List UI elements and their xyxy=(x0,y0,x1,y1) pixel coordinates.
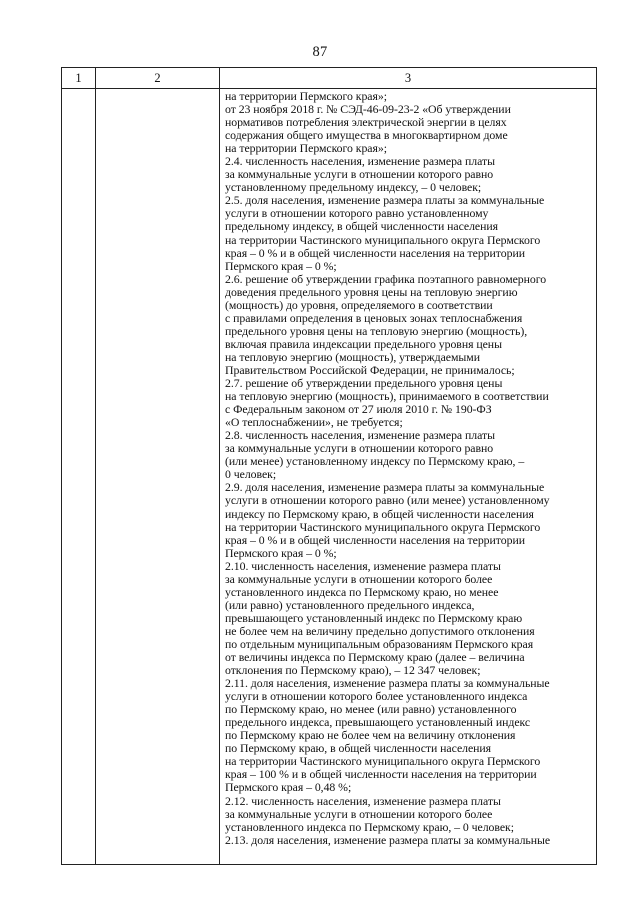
text-line: (мощность) до уровня, определяемого в соответствии xyxy=(225,298,493,312)
text-line: 2.10. численность населения, изменение размера платы xyxy=(225,559,501,573)
text-line: 2.9. доля населения, изменение размера платы за коммунальные xyxy=(225,481,545,495)
text-line: 2.6. решение об утверждении графика поэтапного равномерного xyxy=(225,272,547,286)
text-line: 2.12. численность населения, изменение размера платы xyxy=(225,794,501,808)
text-line: за коммунальные услуги в отношении которого равно xyxy=(225,168,494,182)
column-header-2: 2 xyxy=(96,68,220,89)
text-line: «О теплоснабжении», не требуется; xyxy=(225,416,403,430)
text-line: предельному индексу, в общей численности населения xyxy=(225,220,499,234)
text-line: Правительством Российской Федерации, не принималось; xyxy=(225,363,515,377)
column-header-1: 1 xyxy=(62,68,96,89)
text-line: на территории Частинского муниципального округа Пермского xyxy=(225,520,541,534)
text-line: 2.8. численность населения, изменение размера платы xyxy=(225,429,495,443)
text-line: на тепловую энергию (мощность), принимаемого в соответствии xyxy=(225,390,549,404)
text-line: индексу по Пермскому краю, в общей численности населения xyxy=(225,507,534,521)
text-line: (или равно) установленного предельного индекса, xyxy=(225,598,475,612)
text-line: на территории Пермского края»; xyxy=(225,142,387,156)
text-line: на территории Частинского муниципального округа Пермского xyxy=(225,233,541,247)
text-line: на территории Пермского края»; xyxy=(225,90,387,103)
text-line: за коммунальные услуги в отношении которого равно xyxy=(225,442,494,456)
text-line: 2.5. доля населения, изменение размера платы за коммунальные xyxy=(225,194,545,208)
text-line: предельного индекса, превышающего установленный индекс xyxy=(225,716,531,730)
text-line: 2.13. доля населения, изменение размера платы за коммунальные xyxy=(225,833,551,847)
text-line: края – 100 % и в общей численности населения на территории xyxy=(225,768,537,782)
text-line: содержания общего имущества в многоквартирном доме xyxy=(225,129,508,143)
text-line: установленного индекса по Пермскому краю, но менее xyxy=(225,585,499,599)
text-line: предельного уровня цены на тепловую энергию (мощность), xyxy=(225,324,528,338)
text-line: Пермского края – 0 %; xyxy=(225,259,337,273)
text-line: услуги в отношении которого равно (или менее) установленному xyxy=(225,494,550,508)
cell-column-2 xyxy=(96,89,220,865)
column-3-text xyxy=(220,89,596,847)
text-line: Пермского края – 0,48 %; xyxy=(225,781,352,795)
text-line: установленного индекса по Пермскому краю, – 0 человек; xyxy=(225,820,514,834)
text-line: с Федеральным законом от 27 июля 2010 г. № 190-ФЗ xyxy=(225,403,492,417)
text-line: нормативов потребления электрической энергии в целях xyxy=(225,116,507,130)
text-line: на тепловую энергию (мощность), утверждаемыми xyxy=(225,350,480,364)
text-line: не более чем на величину предельно допустимого отклонения xyxy=(225,624,535,638)
text-line: на территории Частинского муниципального округа Пермского xyxy=(225,755,541,769)
text-line: включая правила индексации предельного уровня цены xyxy=(225,337,502,351)
text-line: доведения предельного уровня цены на тепловую энергию xyxy=(225,285,518,299)
text-line: по Пермскому краю не более чем на величину отклонения xyxy=(225,729,516,743)
text-line: от 23 ноября 2018 г. № СЭД-46-09-23-2 «Об утверждении xyxy=(225,103,511,117)
text-line: 2.7. решение об утверждении предельного уровня цены xyxy=(225,377,503,391)
text-line: с правилами определения в ценовых зонах теплоснабжения xyxy=(225,311,523,325)
page-number: 87 xyxy=(312,44,328,60)
text-line: 0 человек; xyxy=(225,468,277,482)
text-line: услуги в отношении которого равно установленному xyxy=(225,207,489,221)
text-line: по отдельным муниципальным образованиям Пермского края xyxy=(225,637,534,651)
text-line: по Пермскому краю, но менее (или равно) установленного xyxy=(225,703,517,717)
text-line: Пермского края – 0 %; xyxy=(225,546,337,560)
text-line: от величины индекса по Пермскому краю (далее – величина xyxy=(225,651,525,665)
text-line: края – 0 % и в общей численности населения на территории xyxy=(225,533,525,547)
text-line: края – 0 % и в общей численности населения на территории xyxy=(225,246,525,260)
table-row xyxy=(62,89,597,865)
text-line: за коммунальные услуги в отношении которого более xyxy=(225,807,493,821)
text-line: установленному предельному индексу, – 0 человек; xyxy=(225,181,482,195)
text-line: отклонения по Пермскому краю), – 12 347 человек; xyxy=(225,664,481,678)
column-header-3: 3 xyxy=(220,68,597,89)
text-line: за коммунальные услуги в отношении которого более xyxy=(225,572,493,586)
text-line: по Пермскому краю, в общей численности населения xyxy=(225,742,492,756)
text-line: 2.4. численность населения, изменение размера платы xyxy=(225,155,495,169)
table-header-row xyxy=(62,68,597,89)
text-line: 2.11. доля населения, изменение размера платы за коммунальные xyxy=(225,677,550,691)
document-table xyxy=(61,67,597,865)
text-line: (или менее) установленному индексу по Пермскому краю, – xyxy=(225,455,525,469)
text-line: услуги в отношении которого более установленного индекса xyxy=(225,690,528,704)
text-line: превышающего установленный индекс по Пермскому краю xyxy=(225,611,523,625)
cell-column-3 xyxy=(220,89,597,865)
cell-column-1 xyxy=(62,89,96,865)
